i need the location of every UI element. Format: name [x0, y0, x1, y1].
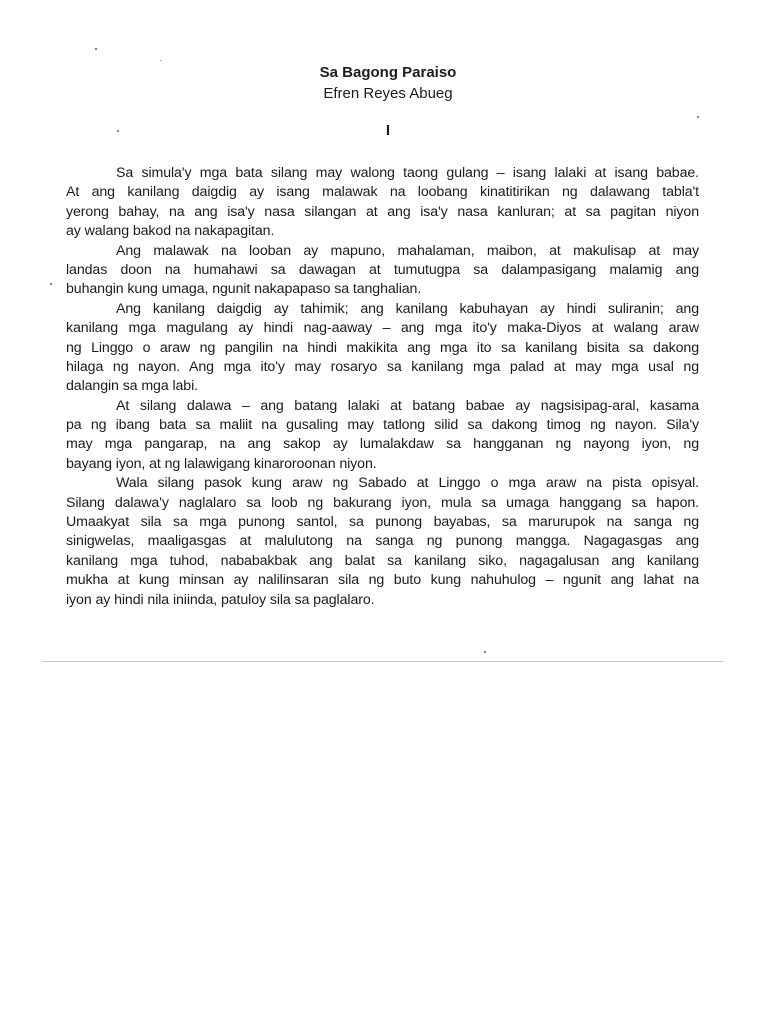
- text-line: Sa simula'y mga bata silang may walong taong gulang – isang lalaki at isang babae.: [116, 165, 699, 181]
- text-line: bayang iyon, at ng lalawigang kinaroroonan niyon.: [66, 455, 377, 472]
- text-line: ng Linggo o araw ng pangilin na hindi makikita ang mga ito sa kanilang bisita sa dakong: [66, 339, 699, 356]
- text-line: ay walang bakod na nakapagitan.: [66, 223, 275, 240]
- text-line: sinigwelas, maaligasgas at malulutong na sanga ng punong mangga. Nagagasgas ang: [66, 533, 699, 550]
- scan-speck: [95, 48, 97, 50]
- text-line: landas doon na humahawi sa dawagan at tumutugpa sa dalampasigang malamig ang: [66, 261, 699, 278]
- text-line: Umaakyat sila sa mga punong santol, sa punong bayabas, sa marurupok na sanga ng: [66, 514, 699, 531]
- text-line: Wala silang pasok kung araw ng Sabado at Linggo o mga araw na pista opisyal.: [116, 475, 699, 492]
- text-line: At silang dalawa – ang batang lalaki at batang babae ay nagsisipag-aral, kasama: [116, 397, 699, 414]
- story-title: Sa Bagong Paraiso: [319, 64, 457, 81]
- section-numeral: I: [385, 122, 391, 139]
- text-line: Ang kanilang daigdig ay tahimik; ang kanilang kabuhayan ay hindi suliranin; ang: [116, 300, 699, 317]
- text-line: Ang malawak na looban ay mapuno, mahalaman, maibon, at makulisap at may: [116, 242, 699, 259]
- scan-speck: [484, 651, 486, 653]
- text-line: may mga pangarap, na ang sakop ay lumalakdaw sa hangganan ng nayong iyon, ng: [66, 436, 699, 453]
- text-line: dalangin sa mga labi.: [66, 378, 198, 395]
- scan-speck: [50, 283, 52, 285]
- text-line: iyon ay hindi nila iniinda, patuloy sila sa paglalaro.: [66, 591, 375, 608]
- text-line: Silang dalawa'y naglalaro sa loob ng bakurang iyon, mula sa umaga hanggang sa hapon.: [66, 494, 699, 511]
- text-line: buhangin kung umaga, ngunit nakapapaso sa tanghalian.: [66, 281, 422, 298]
- story-author: Efren Reyes Abueg: [323, 85, 453, 102]
- text-line: yerong bahay, na ang isa'y nasa silangan at ang isa'y nasa kanluran; at sa pagitan niyon: [66, 203, 699, 220]
- text-line: mukha at kung minsan ay nalilinsaran sila ng buto kung nahuhulog – ngunit ang lahat na: [66, 572, 699, 589]
- scan-speck: [697, 116, 699, 118]
- scan-bottom-edge: [42, 661, 724, 662]
- text-line: pa ng ibang bata sa maliit na gusaling may tatlong silid sa dakong timog ng nayon. Sila'y: [66, 417, 699, 434]
- text-line: hilaga ng nayon. Ang mga ito'y may rosaryo sa kanilang mga palad at may mga usal ng: [66, 358, 699, 375]
- text-line: kanilang mga magulang ay hindi nag-aaway – ang mga ito'y maka-Diyos at walang araw: [66, 320, 699, 337]
- scan-speck: [160, 60, 161, 61]
- text-line: At ang kanilang daigdig ay isang malawak na loobang kinatitirikan ng dalawang tabla't: [66, 184, 699, 201]
- story-body: [66, 164, 699, 610]
- text-line: kanilang mga tuhod, nababakbak ang balat sa kanilang siko, nagagalusan ang kanilang: [66, 552, 699, 569]
